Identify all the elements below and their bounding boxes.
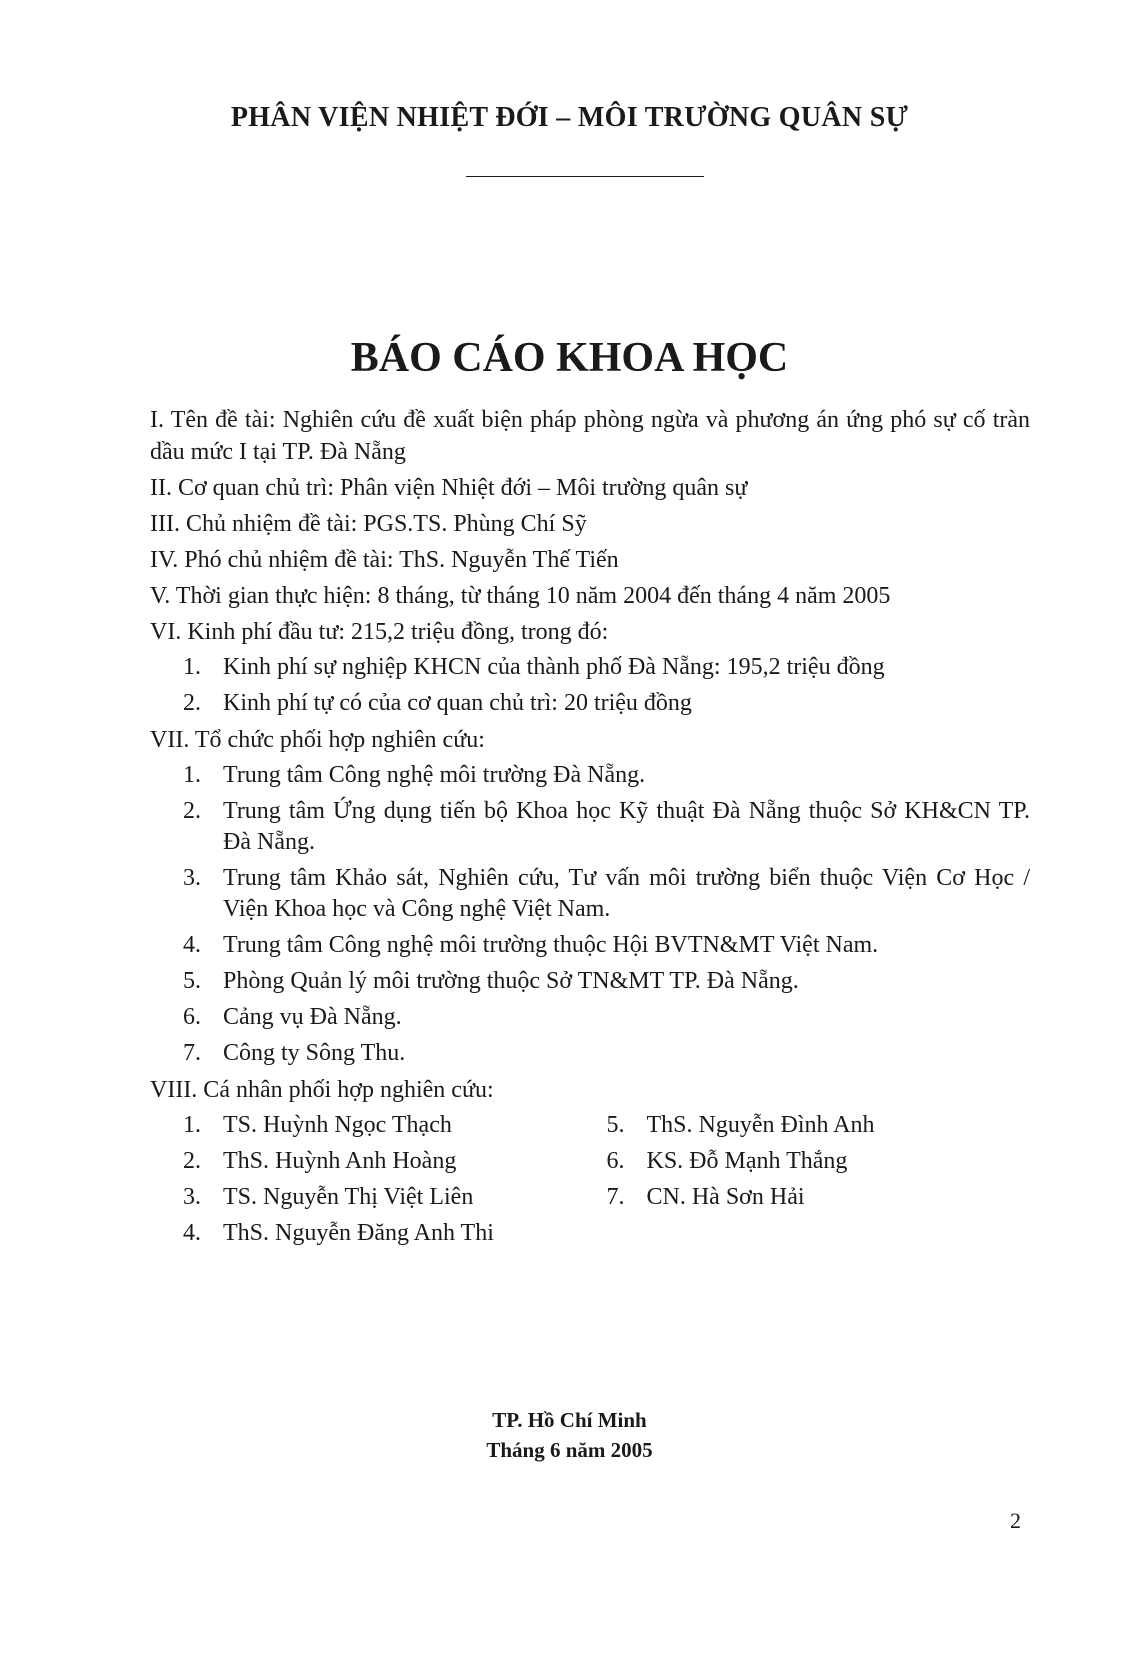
list-number: 2. bbox=[183, 798, 201, 824]
list-number: 7. bbox=[606, 1184, 625, 1210]
report-body bbox=[150, 404, 1030, 1254]
report-title: BÁO CÁO KHOA HỌC bbox=[350, 335, 789, 381]
funding-item bbox=[183, 652, 1030, 683]
individuals-list bbox=[183, 1110, 1030, 1254]
individual-item bbox=[607, 1110, 1031, 1141]
list-number: 1. bbox=[183, 654, 201, 680]
list-text: Cảng vụ Đà Nẵng. bbox=[223, 1004, 402, 1030]
individual-item bbox=[607, 1146, 1031, 1177]
list-text: TS. Huỳnh Ngọc Thạch bbox=[223, 1112, 452, 1138]
list-text: ThS. Nguyễn Đình Anh bbox=[646, 1112, 875, 1138]
list-number: 2. bbox=[183, 690, 201, 716]
individual-item bbox=[183, 1110, 607, 1141]
institute-heading: PHÂN VIỆN NHIỆT ĐỚI – MÔI TRƯỜNG QUÂN SỰ bbox=[230, 102, 909, 133]
list-number: 1. bbox=[183, 1112, 201, 1138]
page-number: 2 bbox=[1010, 1508, 1021, 1533]
list-text: TS. Nguyễn Thị Việt Liên bbox=[223, 1184, 474, 1210]
section-topic: I. Tên đề tài: Nghiên cứu đề xuất biện pháp phòng ngừa và phương án ứng phó sự cố tràn dầu mức I tại TP. Đà Nẵng bbox=[150, 407, 1030, 465]
document-footer bbox=[0, 1405, 1139, 1465]
individuals-column-right bbox=[607, 1110, 1031, 1254]
organization-item bbox=[183, 863, 1030, 925]
list-text: Trung tâm Công nghệ môi trường Đà Nẵng. bbox=[223, 762, 646, 788]
organization-item bbox=[183, 760, 1030, 791]
individual-item bbox=[183, 1182, 607, 1213]
footer-date: Tháng 6 năm 2005 bbox=[486, 1438, 653, 1462]
list-text: KS. Đỗ Mạnh Thắng bbox=[646, 1148, 848, 1174]
funding-item bbox=[183, 688, 1030, 719]
list-number: 7. bbox=[183, 1040, 201, 1066]
organization-item bbox=[183, 1002, 1030, 1033]
section-deputy-lead: IV. Phó chủ nhiệm đề tài: ThS. Nguyễn Thế Tiến bbox=[150, 547, 619, 573]
individual-item bbox=[183, 1146, 607, 1177]
list-number: 6. bbox=[183, 1004, 201, 1030]
list-text: Kinh phí tự có của cơ quan chủ trì: 20 triệu đồng bbox=[223, 690, 692, 716]
section-duration: V. Thời gian thực hiện: 8 tháng, từ tháng 10 năm 2004 đến tháng 4 năm 2005 bbox=[150, 583, 891, 609]
individual-item bbox=[607, 1182, 1031, 1213]
title-divider bbox=[466, 176, 704, 177]
list-text: Công ty Sông Thu. bbox=[223, 1040, 406, 1066]
list-number: 2. bbox=[183, 1148, 201, 1174]
list-text: Trung tâm Ứng dụng tiến bộ Khoa học Kỹ thuật Đà Nẵng thuộc Sở KH&CN TP. Đà Nẵng. bbox=[223, 798, 1030, 855]
organization-item bbox=[183, 1038, 1030, 1069]
individual-item bbox=[183, 1218, 607, 1249]
list-text: Trung tâm Công nghệ môi trường thuộc Hội BVTN&MT Việt Nam. bbox=[223, 932, 879, 958]
organization-item bbox=[183, 930, 1030, 961]
list-text: Phòng Quản lý môi trường thuộc Sở TN&MT TP. Đà Nẵng. bbox=[223, 968, 799, 994]
list-number: 6. bbox=[606, 1148, 625, 1174]
list-number: 3. bbox=[183, 1184, 201, 1210]
list-number: 1. bbox=[183, 762, 201, 788]
list-number: 4. bbox=[183, 932, 201, 958]
list-text: ThS. Huỳnh Anh Hoàng bbox=[223, 1148, 457, 1174]
section-organizations: VII. Tổ chức phối hợp nghiên cứu: bbox=[150, 727, 485, 753]
list-text: CN. Hà Sơn Hải bbox=[646, 1184, 805, 1210]
section-host-agency: II. Cơ quan chủ trì: Phân viện Nhiệt đới – Môi trường quân sự bbox=[150, 475, 748, 501]
section-project-lead: III. Chủ nhiệm đề tài: PGS.TS. Phùng Chí Sỹ bbox=[150, 511, 587, 537]
organization-item bbox=[183, 796, 1030, 858]
section-funding: VI. Kinh phí đầu tư: 215,2 triệu đồng, trong đó: bbox=[150, 619, 609, 645]
list-number: 5. bbox=[183, 968, 201, 994]
individuals-column-left bbox=[183, 1110, 607, 1254]
footer-place: TP. Hồ Chí Minh bbox=[492, 1408, 647, 1432]
list-text: Trung tâm Khảo sát, Nghiên cứu, Tư vấn môi trường biển thuộc Viện Cơ Học / Viện Khoa học và Công nghệ Việt Nam. bbox=[223, 865, 1030, 922]
organization-item bbox=[183, 966, 1030, 997]
list-text: Kinh phí sự nghiệp KHCN của thành phố Đà Nẵng: 195,2 triệu đồng bbox=[223, 654, 885, 680]
list-text: ThS. Nguyễn Đăng Anh Thi bbox=[223, 1220, 494, 1246]
list-number: 3. bbox=[183, 865, 201, 891]
section-individuals: VIII. Cá nhân phối hợp nghiên cứu: bbox=[150, 1077, 494, 1103]
list-number: 5. bbox=[606, 1112, 625, 1138]
list-number: 4. bbox=[183, 1220, 201, 1246]
